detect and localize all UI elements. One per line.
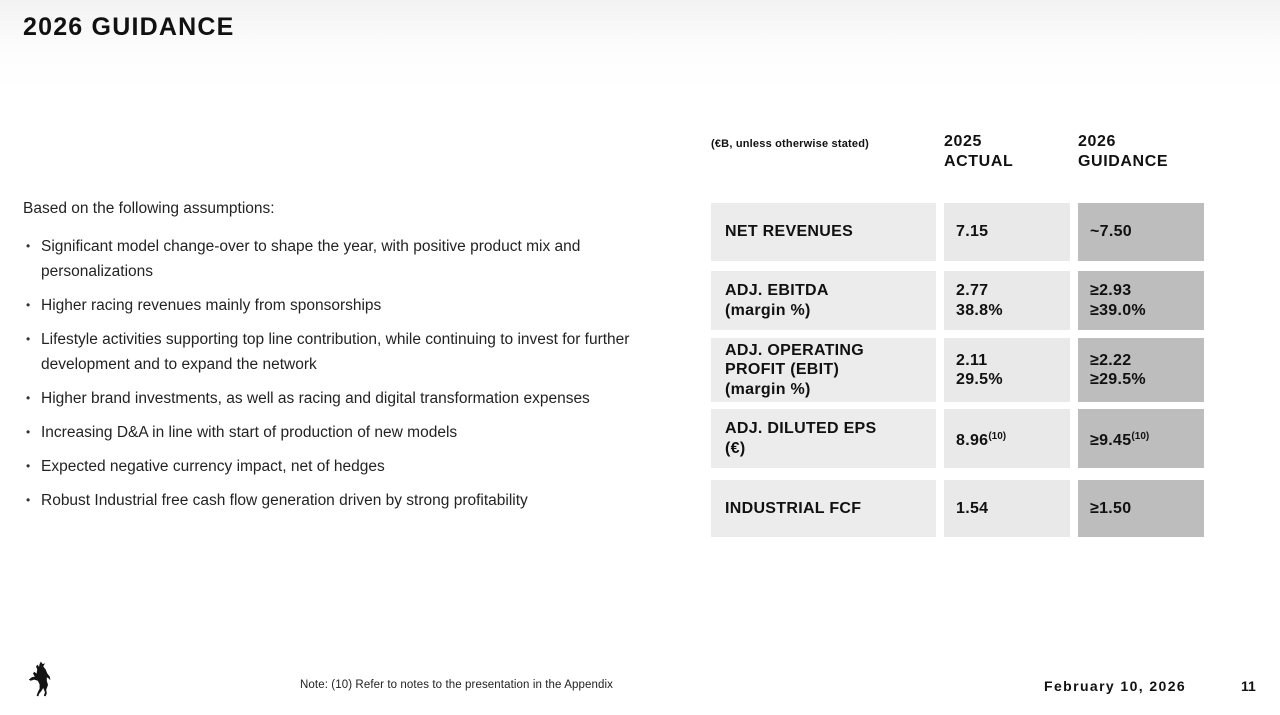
table-header xyxy=(711,132,1204,171)
actual-value-cell xyxy=(944,480,1070,537)
metric-label: ADJ. EBITDA xyxy=(725,282,829,299)
table-row-net-revenues xyxy=(711,203,1204,261)
column-header-line: GUIDANCE xyxy=(1078,152,1169,170)
table-row-adj-operating-profit xyxy=(711,338,1204,402)
guidance-value-cell xyxy=(1078,271,1204,330)
guidance-value: ≥2.93 xyxy=(1090,282,1132,299)
assumption-bullet: • Significant model change-over to shape the year, with positive product mix and personalizations xyxy=(23,234,635,284)
column-header-2025-actual xyxy=(944,132,1070,171)
column-header-line: 2025 xyxy=(944,133,982,150)
assumptions-list xyxy=(23,234,635,513)
actual-value xyxy=(956,427,1070,451)
assumption-bullet: • Robust Industrial free cash flow generation driven by strong profitability xyxy=(23,488,635,513)
actual-value-cell xyxy=(944,203,1070,261)
actual-value-cell xyxy=(944,271,1070,330)
metric-label: (margin %) xyxy=(725,301,811,319)
slide-date: February 10, 2026 xyxy=(1044,678,1187,694)
table-row-adj-ebitda xyxy=(711,271,1204,330)
table-row-industrial-fcf xyxy=(711,480,1204,537)
metric-cell xyxy=(711,338,936,402)
metric-label: NET REVENUES xyxy=(725,223,854,241)
metric-label: (margin %) xyxy=(725,380,811,398)
actual-value: 1.54 xyxy=(956,499,989,517)
actual-value-cell xyxy=(944,338,1070,402)
actual-value-number: 8.96 xyxy=(956,431,989,449)
metric-label: ADJ. OPERATING xyxy=(725,341,865,359)
guidance-value: ≥2.22 xyxy=(1090,351,1132,369)
footnote-ref: (10) xyxy=(988,430,1007,442)
metric-label: (€) xyxy=(725,439,746,457)
metric-label: PROFIT (EBIT) xyxy=(725,361,840,379)
ferrari-prancing-horse-icon xyxy=(27,660,51,698)
table-row-adj-diluted-eps xyxy=(711,409,1204,468)
assumption-bullet: • Increasing D&A in line with start of production of new models xyxy=(23,420,635,445)
metric-cell xyxy=(711,271,936,330)
footnote-text: Note: (10) Refer to notes to the presentation in the Appendix xyxy=(300,679,613,691)
metrics-table xyxy=(711,203,1204,537)
guidance-value-cell xyxy=(1078,338,1204,402)
actual-value: 29.5% xyxy=(956,371,1003,388)
guidance-value-cell xyxy=(1078,409,1204,468)
actual-value-cell xyxy=(944,409,1070,468)
guidance-value: ~7.50 xyxy=(1090,223,1132,241)
guidance-value xyxy=(1090,427,1204,451)
metric-label: ADJ. DILUTED EPS xyxy=(725,420,877,437)
column-header-line: 2026 xyxy=(1078,133,1116,150)
assumption-bullet: • Higher racing revenues mainly from sponsorships xyxy=(23,293,635,318)
metric-cell xyxy=(711,480,936,537)
metric-label: INDUSTRIAL FCF xyxy=(725,499,862,517)
footnote-ref: (10) xyxy=(1131,430,1150,442)
column-header-line: ACTUAL xyxy=(944,152,1014,170)
guidance-value: ≥1.50 xyxy=(1090,499,1132,517)
metric-cell xyxy=(711,409,936,468)
guidance-value-cell xyxy=(1078,480,1204,537)
actual-value: 2.11 xyxy=(956,351,988,369)
assumptions-intro: Based on the following assumptions: xyxy=(23,200,275,217)
actual-value: 7.15 xyxy=(956,223,989,241)
assumption-bullet: • Expected negative currency impact, net of hedges xyxy=(23,454,635,479)
unit-note: (€B, unless otherwise stated) xyxy=(711,138,870,150)
page-number: 11 xyxy=(1241,678,1256,694)
guidance-value-cell xyxy=(1078,203,1204,261)
assumption-bullet: • Higher brand investments, as well as racing and digital transformation expenses xyxy=(23,386,635,411)
page-title: 2026 GUIDANCE xyxy=(23,13,235,41)
actual-value: 38.8% xyxy=(956,301,1003,319)
assumptions-block xyxy=(23,196,635,522)
assumption-bullet: • Lifestyle activities supporting top line contribution, while continuing to invest for further development and to expand the network xyxy=(23,327,635,377)
guidance-value: ≥39.0% xyxy=(1090,301,1146,319)
guidance-value: ≥29.5% xyxy=(1090,371,1146,388)
guidance-value-number: ≥9.45 xyxy=(1090,431,1132,449)
actual-value: 2.77 xyxy=(956,282,989,299)
metric-cell xyxy=(711,203,936,261)
column-header-2026-guidance xyxy=(1078,132,1204,171)
